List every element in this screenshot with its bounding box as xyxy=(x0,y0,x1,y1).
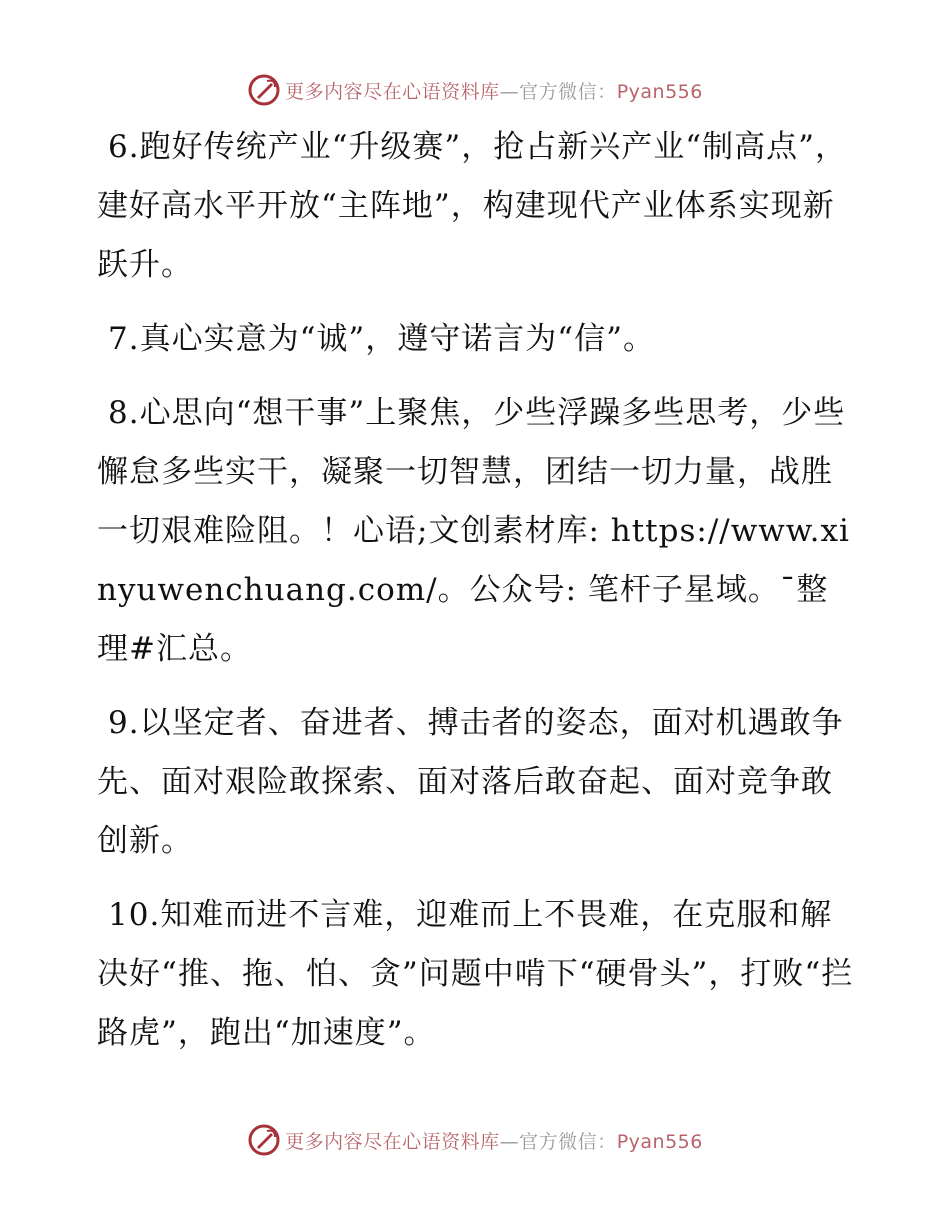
paragraph-8 xyxy=(97,384,857,679)
quill-seal-icon xyxy=(247,73,281,107)
paragraph-text: 真心实意为“诚”，遵守诺言为“信”。 xyxy=(139,321,655,357)
paragraph-number: 10. xyxy=(108,897,161,933)
paragraph-number: 9. xyxy=(108,705,140,741)
banner-wechat-id: Pyan556 xyxy=(616,1130,703,1153)
header-banner xyxy=(0,72,950,108)
paragraph-text: 跑好传统产业“升级赛”，抢占新兴产业“制高点”，建好高水平开放“主阵地”，构建现代产业体系实现新跃升。 xyxy=(97,129,847,283)
paragraph-number: 6. xyxy=(108,129,140,165)
paragraph-6 xyxy=(97,118,857,295)
paragraph-number: 8. xyxy=(108,395,140,431)
paragraph-text: 心思向“想干事”上聚焦，少些浮躁多些思考，少些懈怠多些实干，凝聚一切智慧，团结一切力量，战胜一切艰难险阻。！心语;文创素材库: https://www.xinyuwenchuang.com/。公众号: 笔杆子星域。¯整理#汇总。 xyxy=(97,395,850,667)
quill-seal-icon xyxy=(247,1123,281,1157)
banner-main-text: 更多内容尽在心语资料库 xyxy=(285,1130,500,1153)
banner-wechat-label: 官方微信： xyxy=(519,80,617,103)
paragraph-9 xyxy=(97,694,857,871)
footer-banner xyxy=(0,1122,950,1158)
banner-main-text: 更多内容尽在心语资料库 xyxy=(285,80,500,103)
banner-wechat-label: 官方微信： xyxy=(519,1130,617,1153)
banner-dash: — xyxy=(499,1130,520,1153)
paragraph-number: 7. xyxy=(108,321,140,357)
banner-dash: — xyxy=(499,80,520,103)
paragraph-7 xyxy=(97,310,857,369)
paragraph-text: 知难而进不言难，迎难而上不畏难，在克服和解决好“推、拖、怕、贪”问题中啃下“硬骨头”，打败“拦路虎”，跑出“加速度”。 xyxy=(97,897,854,1051)
paragraph-10 xyxy=(97,886,857,1063)
banner-text xyxy=(285,1127,703,1154)
banner-wechat-id: Pyan556 xyxy=(616,80,703,103)
banner-text xyxy=(285,77,703,104)
paragraph-text: 以坚定者、奋进者、搏击者的姿态，面对机遇敢争先、面对艰险敢探索、面对落后敢奋起、面对竞争敢创新。 xyxy=(97,705,844,859)
document-body xyxy=(97,118,857,1078)
